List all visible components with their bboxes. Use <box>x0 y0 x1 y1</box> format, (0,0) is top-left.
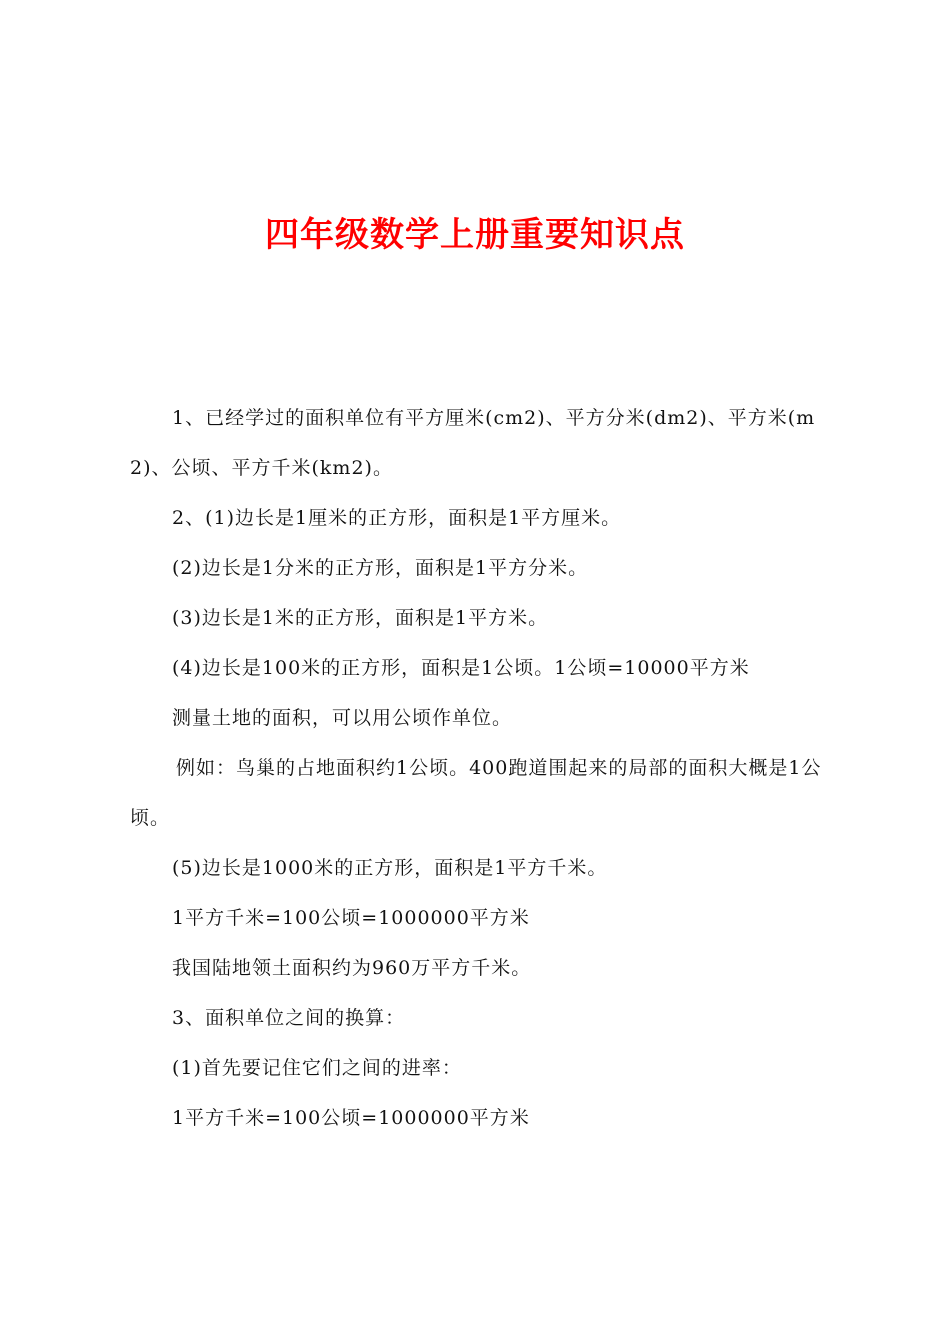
paragraph-3: (2)边长是1分米的正方形，面积是1平方分米。 <box>172 557 589 579</box>
paragraph-1: 1、已经学过的面积单位有平方厘米(cm2)、平方分米(dm2)、平方米(m2)、公顷、平方千米(km2)。 <box>130 407 816 479</box>
paragraph-10: 我国陆地领土面积约为960万平方千米。 <box>172 957 532 979</box>
document-body <box>130 393 835 1143</box>
paragraph-8: (5)边长是1000米的正方形，面积是1平方千米。 <box>172 857 608 879</box>
paragraph-11: 3、面积单位之间的换算： <box>172 1007 406 1029</box>
paragraph-5: (4)边长是100米的正方形，面积是1公顷。1公顷=10000平方米 <box>172 657 750 679</box>
paragraph-2: 2、(1)边长是1厘米的正方形，面积是1平方厘米。 <box>172 507 622 529</box>
paragraph-6: 测量土地的面积，可以用公顷作单位。 <box>172 707 513 729</box>
paragraph-13: 1平方千米=100公顷=1000000平方米 <box>172 1107 530 1129</box>
paragraph-9: 1平方千米=100公顷=1000000平方米 <box>172 907 530 929</box>
paragraph-12: (1)首先要记住它们之间的进率： <box>172 1057 462 1079</box>
document-title: 四年级数学上册重要知识点 <box>265 215 685 255</box>
paragraph-4: (3)边长是1米的正方形，面积是1平方米。 <box>172 607 549 629</box>
paragraph-7: 例如：鸟巢的占地面积约1公顷。400跑道围起来的局部的面积大概是1公顷。 <box>130 757 822 829</box>
